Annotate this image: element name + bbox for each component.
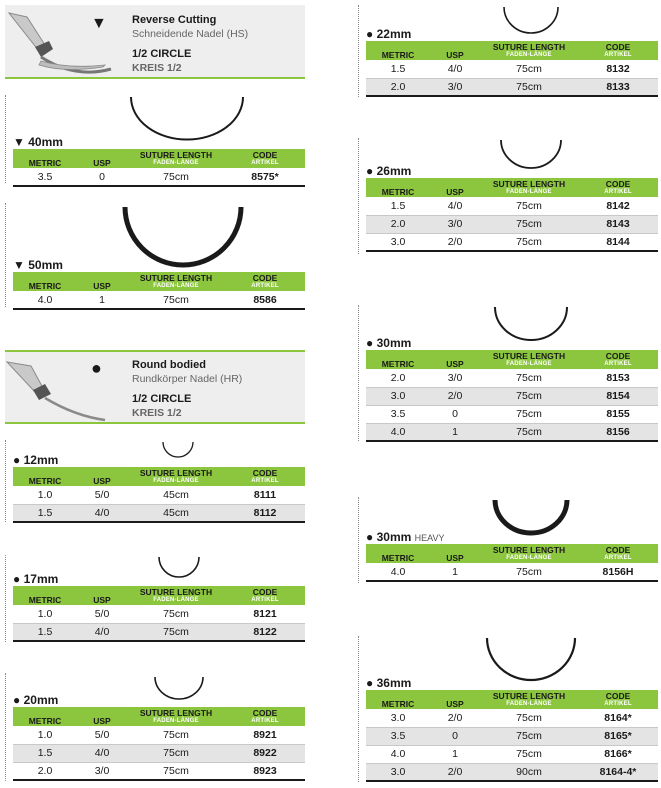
metric-cell: 1.0 [13,605,77,623]
table-row [366,78,658,96]
metric-cell: 3.0 [366,763,430,781]
table-row [366,423,658,441]
size-value: 40mm [28,135,63,149]
col-code: CODE ARTIKEL [578,690,658,709]
dotted-divider [5,203,6,307]
size-label [366,530,444,544]
col-metric: METRIC [366,544,430,563]
size-label [13,693,58,707]
suture-length-cell: 45cm [127,486,225,504]
needle-curve-50mm [121,205,245,269]
metric-cell: 1.5 [13,623,77,641]
table-header-row [366,178,658,197]
table-row [13,605,305,623]
usp-cell: 5/0 [77,605,127,623]
size-value: 50mm [28,258,63,272]
circle-icon: ● [366,676,374,690]
col-usp: USP [77,467,127,486]
metric-cell: 2.0 [366,78,430,96]
table-header-row [366,690,658,709]
col-usp: USP [430,350,480,369]
col-metric: METRIC [366,178,430,197]
usp-cell: 4/0 [430,60,480,78]
metric-cell: 2.0 [366,215,430,233]
code-cell: 8156 [578,423,658,441]
table-row [13,762,305,780]
metric-cell: 3.0 [366,709,430,727]
dotted-divider [5,555,6,642]
code-cell: 8112 [225,504,305,522]
size-value: 12mm [23,453,59,467]
usp-cell: 2/0 [430,709,480,727]
code-cell: 8133 [578,78,658,96]
col-suture: SUTURE LENGTH FADEN-LÄNGE [127,586,225,605]
product-12mm [5,440,305,522]
col-suture: SUTURE LENGTH FADEN-LÄNGE [480,544,578,563]
size-label [366,164,411,178]
usp-cell: 1 [99,293,105,306]
metric-cell: 4.0 [37,293,53,306]
product-40mm [5,95,305,183]
metric-cell: 3.5 [37,170,53,183]
circle-icon: ● [13,693,21,707]
table-row [13,486,305,504]
metric-cell: 3.0 [390,235,406,248]
product-table-40mm [13,149,305,187]
dotted-divider [5,95,6,183]
table-header-row [366,41,658,60]
size-label [366,27,411,41]
col-code: CODE ARTIKEL [578,178,658,197]
usp-cell: 2/0 [447,235,463,248]
usp-cell: 0 [99,170,105,183]
triangle-icon: ▼ [13,258,25,272]
needle-curve-36mm [485,636,577,684]
size-label [13,572,58,586]
code-cell: 8153 [578,369,658,387]
metric-cell: 1.5 [13,744,77,762]
suture-length-cell: 75cm [163,293,189,306]
col-usp: USP [77,586,127,605]
metric-cell: 4.0 [366,745,430,763]
usp-cell: 3/0 [94,764,110,777]
col-usp: USP [430,178,480,197]
needle-curve-12mm [161,440,195,460]
usp-cell: 4/0 [77,504,127,522]
needle-curve-22mm [502,5,560,35]
product-22mm [358,5,658,97]
usp-cell: 3/0 [430,78,480,96]
usp-cell: 4/0 [77,744,127,762]
usp-cell: 5/0 [77,486,127,504]
table-row [13,726,305,744]
circle-icon: ● [13,572,21,586]
usp-cell: 1 [430,745,480,763]
dotted-divider [5,673,6,781]
product-30mm [358,305,658,441]
suture-length-cell: 75cm [127,605,225,623]
table-header-row [13,149,305,168]
header-subtitle: Schneidende Nadel (HS) [132,28,249,40]
col-metric: METRIC [13,467,77,486]
col-suture: SUTURE LENGTH FADEN-LÄNGE [127,149,225,168]
col-suture: SUTURE LENGTH FADEN-LÄNGE [127,707,225,726]
usp-cell: 5/0 [77,726,127,744]
suture-length-cell: 75cm [163,170,189,183]
size-value: 17mm [23,572,59,586]
code-cell: 8155 [578,405,658,423]
circle-icon: ● [366,530,374,544]
size-label [13,453,58,467]
col-code: CODE ARTIKEL [578,41,658,60]
suture-length-cell: 75cm [127,744,225,762]
table-row [13,623,305,641]
table-row [13,744,305,762]
col-usp: USP [77,149,127,168]
suture-length-cell: 75cm [480,387,578,405]
product-table-26mm [366,178,658,252]
code-cell: 8166* [578,745,658,763]
suture-length-cell: 75cm [480,745,578,763]
table-row [366,405,658,423]
col-code: CODE ARTIKEL [225,707,305,726]
header-shape-de: KREIS 1/2 [132,407,182,419]
table-row [366,233,658,251]
usp-cell: 0 [430,727,480,745]
size-label [366,676,411,690]
code-cell: 8144 [606,235,630,248]
suture-length-cell: 75cm [127,623,225,641]
col-metric: METRIC [13,272,77,291]
table-row [366,563,658,581]
usp-cell: 1 [430,423,480,441]
code-cell: 8111 [225,486,305,504]
triangle-icon: ▼ [13,135,25,149]
code-cell: 8923 [253,764,277,777]
usp-cell: 3/0 [430,215,480,233]
needle-curve-20mm [153,673,205,703]
suture-length-cell: 75cm [163,764,189,777]
suture-length-cell: 75cm [480,197,578,215]
usp-cell: 0 [430,405,480,423]
metric-cell: 4.0 [390,565,406,578]
col-suture: SUTURE LENGTH FADEN-LÄNGE [127,272,225,291]
code-cell: 8143 [578,215,658,233]
dotted-divider [358,305,359,441]
metric-cell: 3.0 [366,387,430,405]
suture-length-cell: 90cm [480,763,578,781]
section-header-round-bodied [5,350,305,424]
code-cell: 8586 [253,293,277,306]
size-value: 30mm [376,530,412,544]
suture-length-cell: 75cm [480,405,578,423]
size-value: 20mm [23,693,59,707]
suture-length-cell: 75cm [516,235,542,248]
heavy-label: HEAVY [414,533,445,543]
needle-curve-26mm [499,138,563,172]
needle-curve-17mm [157,555,201,581]
col-code: CODE ARTIKEL [225,467,305,486]
product-table-17mm [13,586,305,642]
col-usp: USP [430,41,480,60]
dotted-divider [358,138,359,254]
usp-cell: 1 [452,565,458,578]
metric-cell: 4.0 [366,423,430,441]
circle-icon: ● [366,164,374,178]
metric-cell: 2.0 [366,369,430,387]
suture-length-cell: 75cm [480,709,578,727]
code-cell: 8122 [225,623,305,641]
product-table-20mm [13,707,305,781]
code-cell: 8154 [578,387,658,405]
needle-curve-30mm-heavy [492,497,570,539]
col-suture: SUTURE LENGTH FADEN-LÄNGE [480,41,578,60]
table-row [13,168,305,186]
suture-length-cell: 75cm [516,565,542,578]
code-cell: 8132 [578,60,658,78]
header-title: Round bodied [132,359,206,371]
product-17mm [5,555,305,642]
table-header-row [13,707,305,726]
size-value: 36mm [376,676,412,690]
metric-cell: 3.5 [366,727,430,745]
code-cell: 8121 [225,605,305,623]
table-row [366,727,658,745]
table-row [366,60,658,78]
code-cell: 8165* [578,727,658,745]
code-cell: 8921 [225,726,305,744]
col-metric: METRIC [13,586,77,605]
triangle-icon: ▼ [91,15,107,32]
product-table-30mm-heavy [366,544,658,582]
col-suture: SUTURE LENGTH FADEN-LÄNGE [480,690,578,709]
col-usp: USP [77,707,127,726]
product-table-50mm [13,272,305,310]
code-cell: 8164* [578,709,658,727]
col-code: CODE ARTIKEL [225,586,305,605]
suture-length-cell: 75cm [480,215,578,233]
table-header-row [13,586,305,605]
dotted-divider [358,497,359,583]
table-header-row [13,467,305,486]
code-cell: 8575* [251,170,279,183]
col-suture: SUTURE LENGTH FADEN-LÄNGE [127,467,225,486]
table-row [366,745,658,763]
usp-cell: 4/0 [430,197,480,215]
needle-curve-40mm [127,95,247,141]
suture-length-cell: 45cm [127,504,225,522]
metric-cell: 2.0 [37,764,53,777]
metric-cell: 1.0 [13,726,77,744]
table-row [366,387,658,405]
size-label [366,336,411,350]
table-row [366,197,658,215]
suture-length-cell: 75cm [127,726,225,744]
header-subtitle: Rundkörper Nadel (HR) [132,373,243,385]
needle-curve-30mm [493,305,569,345]
product-20mm [5,673,305,781]
col-suture: SUTURE LENGTH FADEN-LÄNGE [480,350,578,369]
metric-cell: 1.5 [366,60,430,78]
code-cell: 8164-4* [578,763,658,781]
suture-length-cell: 75cm [480,423,578,441]
col-metric: METRIC [13,149,77,168]
table-row [13,291,305,309]
size-label [13,258,63,272]
table-row [366,709,658,727]
suture-length-cell: 75cm [480,369,578,387]
code-cell: 8922 [225,744,305,762]
dotted-divider [358,636,359,782]
product-36mm [358,636,658,782]
col-code: CODE ARTIKEL [225,272,305,291]
size-value: 30mm [376,336,412,350]
table-row [366,369,658,387]
header-shape: 1/2 CIRCLE [132,393,192,405]
usp-cell: 4/0 [77,623,127,641]
product-table-22mm [366,41,658,97]
code-cell: 8142 [578,197,658,215]
col-code: CODE ARTIKEL [225,149,305,168]
product-table-36mm [366,690,658,782]
col-suture: SUTURE LENGTH FADEN-LÄNGE [480,178,578,197]
size-value: 22mm [376,27,412,41]
usp-cell: 2/0 [430,763,480,781]
circle-icon: ● [366,27,374,41]
circle-icon: ● [366,336,374,350]
code-cell: 8156H [602,565,634,578]
product-26mm [358,138,658,254]
table-row [366,215,658,233]
size-label [13,135,63,149]
col-code: CODE ARTIKEL [578,350,658,369]
size-value: 26mm [376,164,412,178]
metric-cell: 1.5 [13,504,77,522]
metric-cell: 3.5 [366,405,430,423]
circle-icon: ● [91,358,102,378]
col-metric: METRIC [366,690,430,709]
col-usp: USP [430,544,480,563]
product-table-30mm [366,350,658,442]
col-metric: METRIC [366,41,430,60]
col-code: CODE ARTIKEL [578,544,658,563]
metric-cell: 1.0 [13,486,77,504]
product-50mm [5,203,305,307]
dotted-divider [5,440,6,522]
circle-icon: ● [13,453,21,467]
header-shape: 1/2 CIRCLE [132,48,192,60]
table-header-row [366,350,658,369]
usp-cell: 2/0 [430,387,480,405]
col-metric: METRIC [13,707,77,726]
header-shape-de: KREIS 1/2 [132,62,182,74]
suture-length-cell: 75cm [480,727,578,745]
table-row [13,504,305,522]
dotted-divider [358,5,359,97]
col-usp: USP [77,272,127,291]
product-table-12mm [13,467,305,523]
table-header-row [13,272,305,291]
table-header-row [366,544,658,563]
metric-cell: 1.5 [366,197,430,215]
col-usp: USP [430,690,480,709]
section-header-reverse-cutting [5,5,305,79]
col-metric: METRIC [366,350,430,369]
usp-cell: 3/0 [430,369,480,387]
suture-length-cell: 75cm [480,78,578,96]
table-row [366,763,658,781]
suture-length-cell: 75cm [480,60,578,78]
product-30mm-heavy [358,497,658,583]
header-title: Reverse Cutting [132,14,217,26]
